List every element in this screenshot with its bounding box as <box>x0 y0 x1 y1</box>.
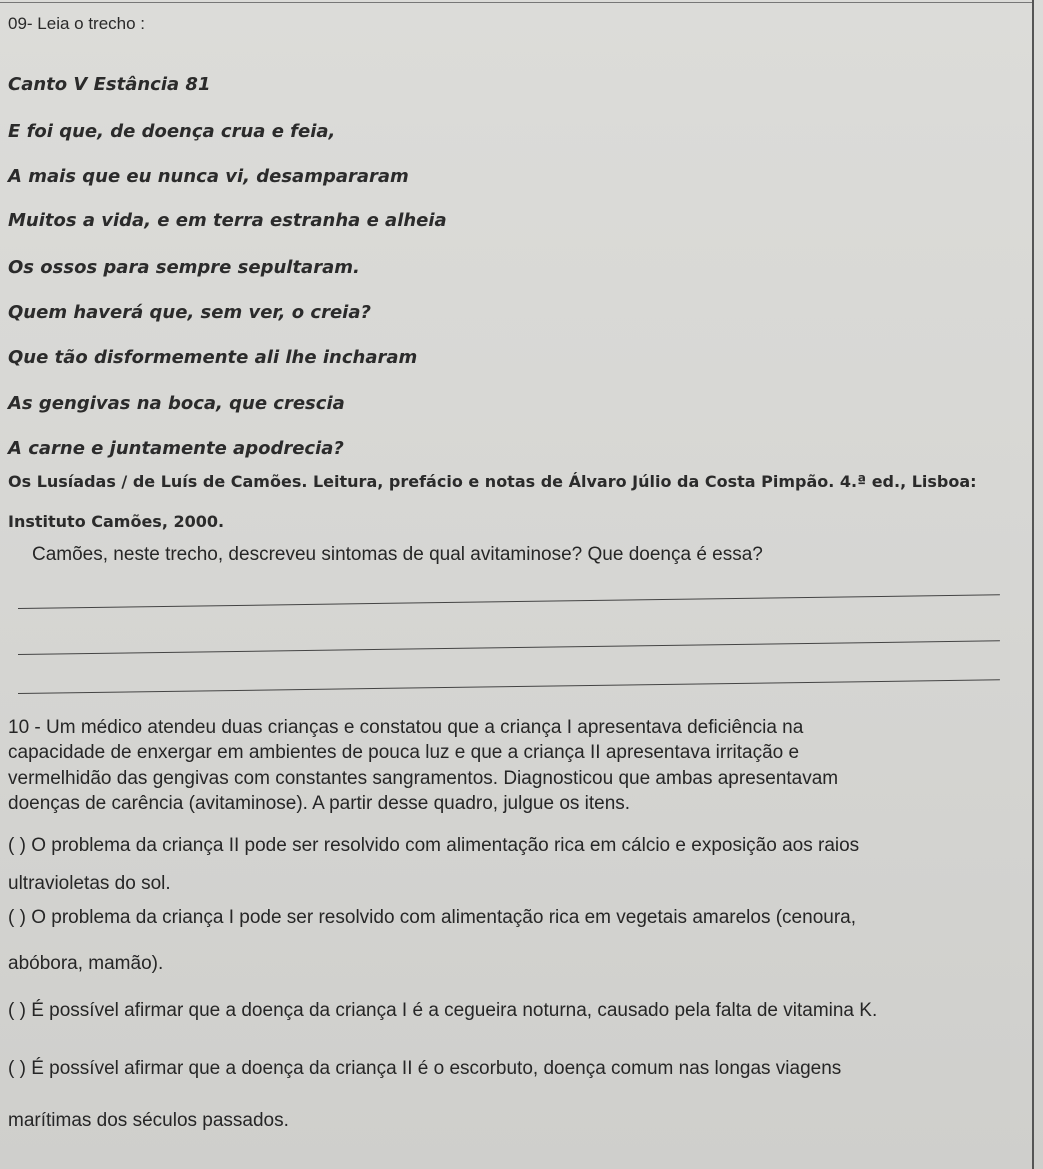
item-checkbox[interactable]: ( ) <box>8 907 26 928</box>
item-checkbox[interactable]: ( ) <box>8 1000 26 1021</box>
poem-verse: As gengivas na boca, que crescia <box>8 393 345 414</box>
citation-line-2: Instituto Camões, 2000. <box>8 512 225 531</box>
item-2-continuation: abóbora, mamão). <box>8 953 164 974</box>
item-checkbox[interactable]: ( ) <box>8 835 26 856</box>
poem-verse: A mais que eu nunca vi, desampararam <box>8 166 409 187</box>
poem-verse: E foi que, de doença crua e feia, <box>8 121 336 142</box>
poem-verse: Os ossos para sempre sepultaram. <box>8 257 360 278</box>
item-4 <box>8 1058 841 1080</box>
poem-verse: Quem haverá que, sem ver, o creia? <box>8 302 371 323</box>
item-text: O problema da criança I pode ser resolvido com alimentação rica em vegetais amarelos (cenoura, <box>31 907 857 928</box>
item-text: É possível afirmar que a doença da criança II é o escorbuto, doença comum nas longas viagens <box>31 1058 842 1079</box>
item-1 <box>8 835 859 857</box>
question-10-intro: capacidade de enxergar em ambientes de pouca luz e que a criança II apresentava irritação e <box>8 742 800 763</box>
item-3 <box>8 1000 877 1022</box>
answer-line[interactable] <box>18 679 1000 694</box>
poem-verse: A carne e juntamente apodrecia? <box>8 438 344 459</box>
item-checkbox[interactable]: ( ) <box>8 1058 26 1079</box>
question-10-intro: doenças de carência (avitaminose). A partir desse quadro, julgue os itens. <box>8 793 631 814</box>
citation-line-1: Os Lusíadas / de Luís de Camões. Leitura, prefácio e notas de Álvaro Júlio da Costa Pimpão. 4.ª ed., Lisboa: <box>8 472 977 491</box>
item-4-continuation: marítimas dos séculos passados. <box>8 1110 289 1131</box>
answer-line[interactable] <box>18 640 1000 655</box>
page-right-edge <box>1032 0 1034 1169</box>
question-9-heading: 09- Leia o trecho : <box>8 14 146 33</box>
item-1-continuation: ultravioletas do sol. <box>8 873 171 894</box>
question-10-intro: 10 - Um médico atendeu duas crianças e constatou que a criança I apresentava deficiência na <box>8 717 804 738</box>
question-9-prompt: Camões, neste trecho, descreveu sintomas de qual avitaminose? Que doença é essa? <box>32 544 763 565</box>
page-top-edge <box>0 2 1034 3</box>
poem-verse: Que tão disformemente ali lhe incharam <box>8 347 418 368</box>
poem-source-title: Canto V Estância 81 <box>8 74 211 95</box>
answer-line[interactable] <box>18 594 1000 609</box>
item-text: É possível afirmar que a doença da criança I é a cegueira noturna, causado pela falta de vitamina K. <box>31 1000 878 1021</box>
item-text: O problema da criança II pode ser resolvido com alimentação rica em cálcio e exposição aos raios <box>31 835 860 856</box>
question-10-intro: vermelhidão das gengivas com constantes sangramentos. Diagnosticou que ambas apresentavam <box>8 768 839 789</box>
item-2 <box>8 907 856 929</box>
poem-verse: Muitos a vida, e em terra estranha e alheia <box>8 210 447 231</box>
